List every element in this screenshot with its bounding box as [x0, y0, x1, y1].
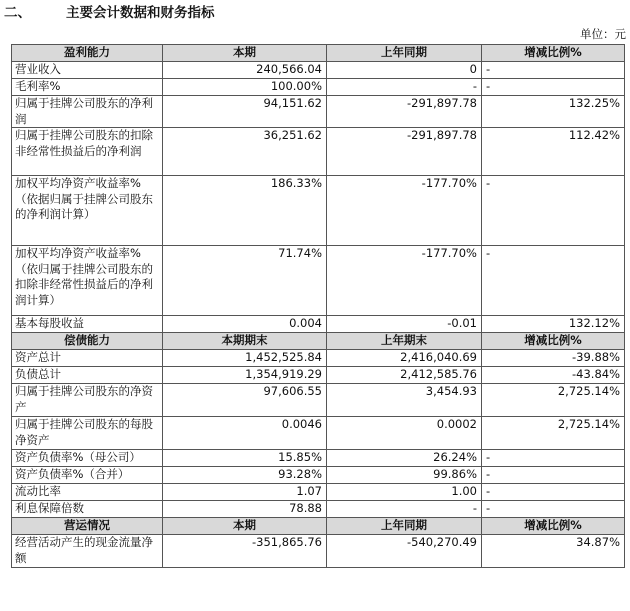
table-row	[12, 384, 625, 417]
prior-value: -540,270.49	[327, 535, 482, 568]
change-percent: -	[482, 62, 625, 79]
row-label: 资产总计	[12, 350, 163, 367]
current-value: 93.28%	[163, 467, 327, 484]
header-cell: 增减比例%	[482, 45, 625, 62]
current-value: -351,865.76	[163, 535, 327, 568]
prior-value: 99.86%	[327, 467, 482, 484]
prior-value: 3,454.93	[327, 384, 482, 417]
section-header-profitability	[12, 45, 625, 62]
prior-value: -177.70%	[327, 176, 482, 246]
section-heading	[4, 2, 215, 24]
table-row	[12, 350, 625, 367]
current-value: 100.00%	[163, 79, 327, 96]
row-label: 经营活动产生的现金流量净额	[12, 535, 163, 568]
prior-value: 1.00	[327, 484, 482, 501]
table-row	[12, 176, 625, 246]
row-label: 归属于挂牌公司股东的扣除非经常性损益后的净利润	[12, 128, 163, 176]
change-percent: -	[482, 501, 625, 518]
table-row	[12, 79, 625, 96]
row-label: 毛利率%	[12, 79, 163, 96]
prior-value: -	[327, 79, 482, 96]
table-row	[12, 501, 625, 518]
current-value: 1,452,525.84	[163, 350, 327, 367]
row-label: 加权平均净资产收益率%（依据归属于挂牌公司股东的净利润计算）	[12, 176, 163, 246]
current-value: 240,566.04	[163, 62, 327, 79]
section-title: 主要会计数据和财务指标	[66, 5, 215, 21]
current-value: 15.85%	[163, 450, 327, 467]
header-cell: 上年期末	[327, 333, 482, 350]
prior-value: -	[327, 501, 482, 518]
change-percent: -	[482, 467, 625, 484]
change-percent: -	[482, 176, 625, 246]
current-value: 36,251.62	[163, 128, 327, 176]
table-row	[12, 246, 625, 316]
prior-value: -0.01	[327, 316, 482, 333]
header-cell: 上年同期	[327, 45, 482, 62]
prior-value: -291,897.78	[327, 96, 482, 128]
row-label: 归属于挂牌公司股东的每股净资产	[12, 417, 163, 450]
current-value: 78.88	[163, 501, 327, 518]
financial-indicators-table	[11, 44, 625, 568]
change-percent: -	[482, 79, 625, 96]
prior-value: -291,897.78	[327, 128, 482, 176]
table-row	[12, 417, 625, 450]
header-cell: 上年同期	[327, 518, 482, 535]
header-cell: 本期	[163, 45, 327, 62]
header-cell: 盈利能力	[12, 45, 163, 62]
row-label: 归属于挂牌公司股东的净利润	[12, 96, 163, 128]
table-row	[12, 316, 625, 333]
table-row	[12, 450, 625, 467]
header-cell: 偿债能力	[12, 333, 163, 350]
prior-value: 2,412,585.76	[327, 367, 482, 384]
current-value: 97,606.55	[163, 384, 327, 417]
table-row	[12, 484, 625, 501]
change-percent: 2,725.14%	[482, 417, 625, 450]
header-cell: 增减比例%	[482, 518, 625, 535]
table-row	[12, 96, 625, 128]
row-label: 利息保障倍数	[12, 501, 163, 518]
prior-value: 0	[327, 62, 482, 79]
section-number: 二、	[4, 5, 31, 21]
prior-value: 2,416,040.69	[327, 350, 482, 367]
change-percent: 2,725.14%	[482, 384, 625, 417]
change-percent: 112.42%	[482, 128, 625, 176]
current-value: 94,151.62	[163, 96, 327, 128]
header-cell: 本期	[163, 518, 327, 535]
current-value: 0.004	[163, 316, 327, 333]
current-value: 71.74%	[163, 246, 327, 316]
current-value: 0.0046	[163, 417, 327, 450]
row-label: 负债总计	[12, 367, 163, 384]
change-percent: 34.87%	[482, 535, 625, 568]
prior-value: 26.24%	[327, 450, 482, 467]
change-percent: -43.84%	[482, 367, 625, 384]
row-label: 流动比率	[12, 484, 163, 501]
current-value: 186.33%	[163, 176, 327, 246]
current-value: 1.07	[163, 484, 327, 501]
section-header-solvency	[12, 333, 625, 350]
row-label: 归属于挂牌公司股东的净资产	[12, 384, 163, 417]
row-label: 资产负债率%（合并）	[12, 467, 163, 484]
unit-label: 单位：元	[580, 27, 626, 41]
change-percent: -	[482, 246, 625, 316]
row-label: 营业收入	[12, 62, 163, 79]
row-label: 基本每股收益	[12, 316, 163, 333]
row-label: 加权平均净资产收益率%（依归属于挂牌公司股东的扣除非经常性损益后的净利润计算）	[12, 246, 163, 316]
table-row	[12, 467, 625, 484]
change-percent: 132.12%	[482, 316, 625, 333]
prior-value: 0.0002	[327, 417, 482, 450]
change-percent: 132.25%	[482, 96, 625, 128]
header-cell: 增减比例%	[482, 333, 625, 350]
change-percent: -39.88%	[482, 350, 625, 367]
change-percent: -	[482, 450, 625, 467]
section-header-operations	[12, 518, 625, 535]
prior-value: -177.70%	[327, 246, 482, 316]
table-row	[12, 367, 625, 384]
table-row	[12, 62, 625, 79]
change-percent: -	[482, 484, 625, 501]
current-value: 1,354,919.29	[163, 367, 327, 384]
header-cell: 本期期末	[163, 333, 327, 350]
table-row	[12, 535, 625, 568]
header-cell: 营运情况	[12, 518, 163, 535]
table-row	[12, 128, 625, 176]
row-label: 资产负债率%（母公司）	[12, 450, 163, 467]
